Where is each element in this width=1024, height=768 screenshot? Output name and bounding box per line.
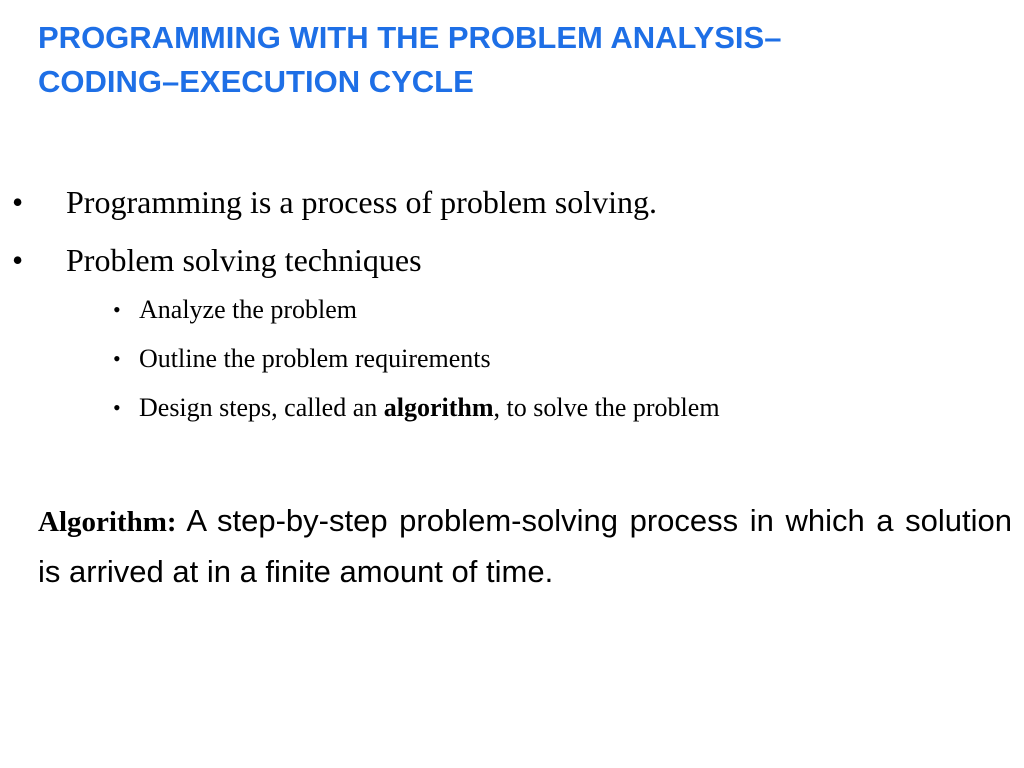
bullet-dot-icon: • [12, 242, 24, 278]
sub-bullet-dot-icon: • [113, 346, 121, 371]
sub-bullet-dot-icon: • [113, 395, 121, 420]
slide-title [38, 16, 1008, 104]
definition-term: Algorithm: [38, 506, 177, 538]
bullet-item-programming [0, 176, 1024, 234]
sub-bullet-text-before: Design steps, called an [139, 393, 384, 422]
bullet-text: Problem solving techniques [66, 242, 422, 278]
sub-bullet-text: Analyze the problem [139, 295, 358, 324]
slide-title-line-2: CODING–EXECUTION CYCLE [38, 64, 474, 99]
definition-text: A step-by-step problem-solving process in which a solution is arrived at in a finite amount of time. [38, 503, 1012, 589]
bullet-text: Programming is a process of problem solving. [66, 184, 658, 220]
bullet-item-techniques [0, 234, 1024, 292]
sub-bullet-text: Outline the problem requirements [139, 344, 491, 373]
sub-bullet-list [0, 287, 1024, 434]
bullet-list [0, 176, 1024, 292]
sub-bullet-text-after: , to solve the problem [493, 393, 720, 422]
sub-bullet-text [139, 385, 720, 431]
bullet-dot-icon: • [12, 184, 24, 220]
sub-bullet-dot-icon: • [113, 297, 121, 322]
algorithm-definition [38, 496, 1012, 597]
sub-bullet-item-outline [0, 336, 1024, 385]
sub-bullet-item-design [0, 385, 1024, 434]
slide-title-line-1: PROGRAMMING WITH THE PROBLEM ANALYSIS– [38, 20, 782, 55]
algorithm-term-bold: algorithm [383, 393, 494, 422]
sub-bullet-item-analyze [0, 287, 1024, 336]
